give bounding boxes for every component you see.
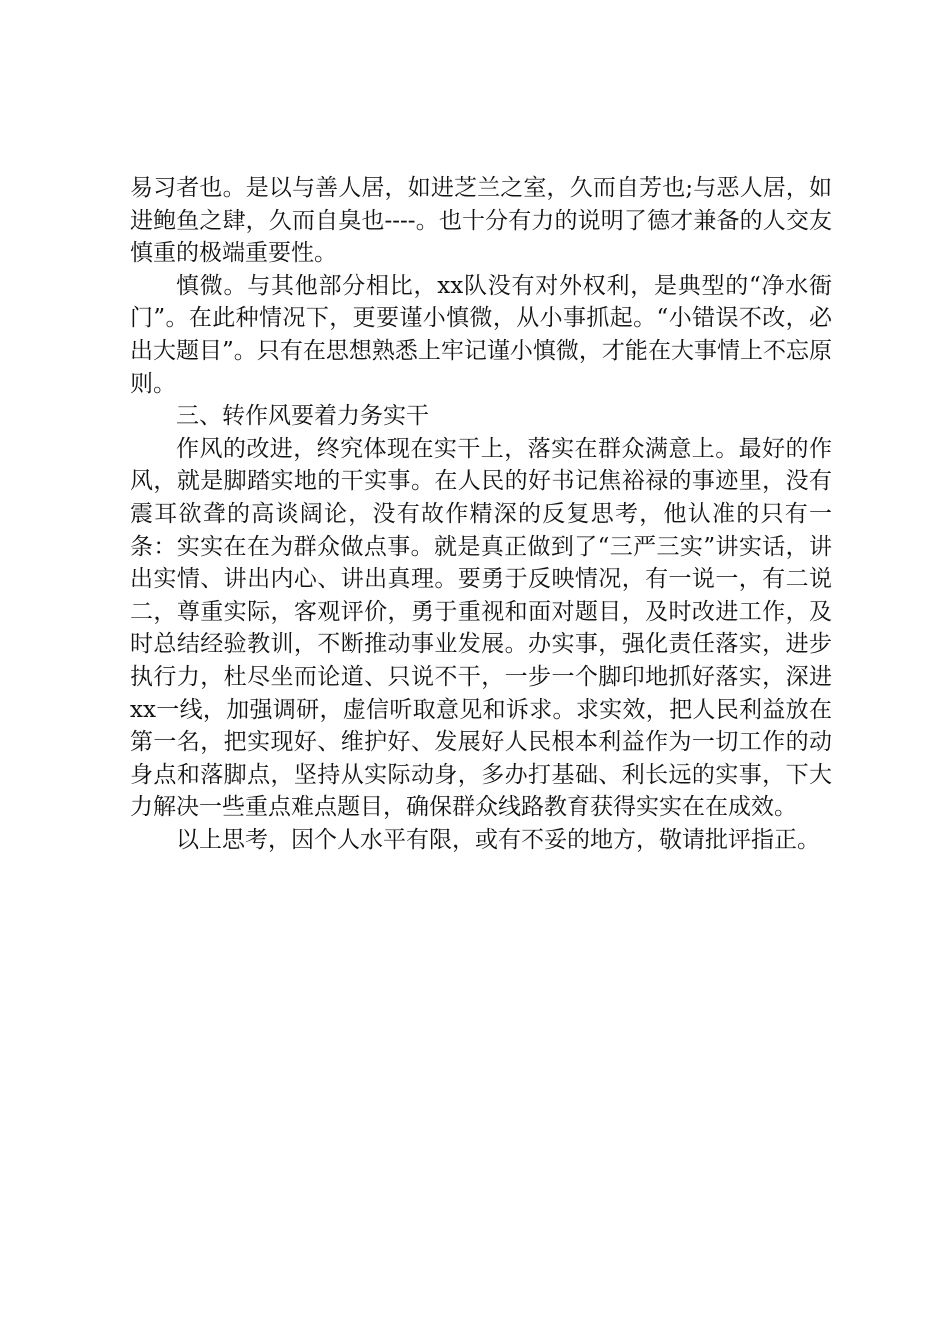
section-heading: 三、转作风要着力务实干 xyxy=(176,403,429,430)
paragraph-work-style: 作风的改进，终究体现在实干上，落实在群众满意上。最好的作风，就是脚踏实地的干实事。在人民的好书记焦裕禄的事迹里，没有震耳欲聋的高谈阔论，没有故作精深的反复思考，他认准的只有一条：实实在在为群众做点事。就是真正做到了“三严三实”讲实话，讲出实情、讲出内心、讲出真理。要勇于反映情况，有一说一，有二说二，尊重实际，客观评价，勇于重视和面对题目，及时改进工作，及时总结经验教训，不断推动事业发展。办实事，强化责任落实，进步执行力，杜尽坐而论道、只说不干，一步一个脚印地抓好落实，深进xx一线，加强调研，虚信听取意见和诉求。求实效，把人民利益放在第一名，把实现好、维护好、发展好人民根本利益作为一切工作的动身点和落脚点，坚持从实际动身，多办打基础、利长远的实事，下大力解决一些重点难点题目，确保群众线路教育获得实实在在成效。 xyxy=(130,435,832,821)
paragraph-closing: 以上思考，因个人水平有限，或有不妥的地方，敬请批评指正。 xyxy=(176,826,820,853)
paragraph-shenwei: 慎微。与其他部分相比，xx队没有对外权利，是典型的“净水衙门”。在此种情况下，更要谨小慎微，从小事抓起。“小错误不改，必出大题目”。只有在思想熟悉上牢记谨小慎微，才能在大事情上不忘原则。 xyxy=(130,272,832,397)
paragraph-continuation: 易习者也。是以与善人居，如进芝兰之室，久而自芳也;与恶人居，如进鲍鱼之肆，久而自臭也----。也十分有力的说明了德才兼备的人交友慎重的极端重要性。 xyxy=(130,175,832,267)
document-body xyxy=(130,172,832,856)
